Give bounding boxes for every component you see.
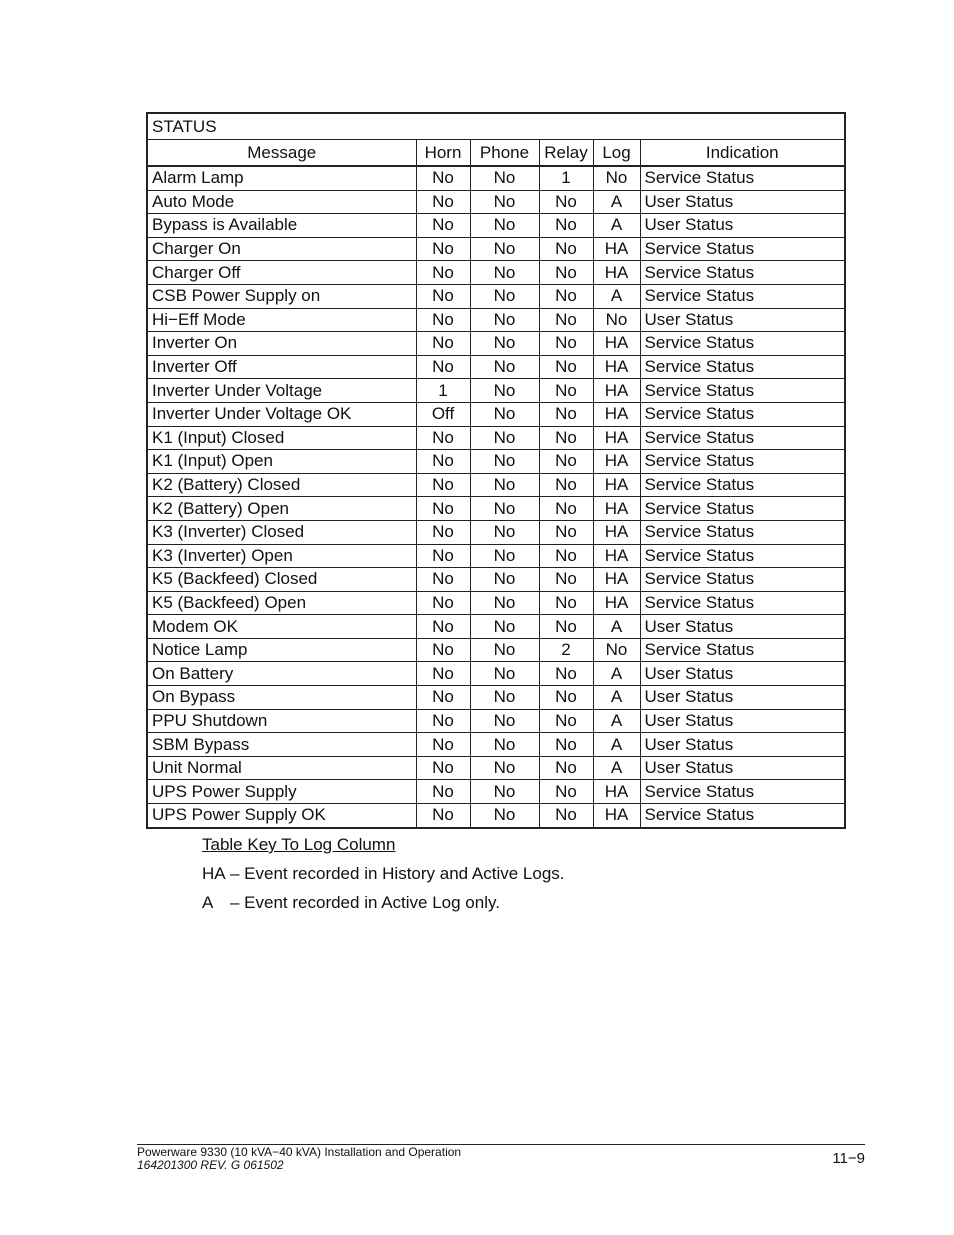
cell-relay: No [539,237,593,261]
cell-relay: No [539,804,593,828]
cell-indication: Service Status [640,497,845,521]
key-abbr-ha: HA [202,864,226,883]
cell-message: Alarm Lamp [147,166,416,190]
cell-horn: No [416,780,470,804]
cell-log: HA [593,780,640,804]
cell-horn: 1 [416,379,470,403]
cell-phone: No [470,733,539,757]
cell-indication: Service Status [640,284,845,308]
cell-phone: No [470,237,539,261]
cell-message: SBM Bypass [147,733,416,757]
cell-relay: No [539,780,593,804]
cell-horn: No [416,686,470,710]
table-header-row [147,140,845,167]
cell-message: CSB Power Supply on [147,284,416,308]
table-row [147,166,845,190]
footer-doc-info [137,1146,461,1172]
cell-message: Bypass is Available [147,214,416,238]
cell-horn: No [416,426,470,450]
cell-message: K3 (Inverter) Closed [147,520,416,544]
cell-log: A [593,709,640,733]
page-number: 11−9 [832,1150,865,1167]
cell-log: HA [593,450,640,474]
cell-phone: No [470,544,539,568]
cell-indication: Service Status [640,379,845,403]
cell-relay: No [539,308,593,332]
cell-horn: No [416,308,470,332]
cell-log: HA [593,426,640,450]
header-indication: Indication [640,140,845,167]
cell-log: HA [593,473,640,497]
cell-phone: No [470,332,539,356]
cell-phone: No [470,190,539,214]
cell-relay: No [539,190,593,214]
cell-horn: No [416,237,470,261]
cell-indication: Service Status [640,402,845,426]
cell-horn: No [416,520,470,544]
cell-message: On Battery [147,662,416,686]
cell-horn: No [416,473,470,497]
cell-message: K1 (Input) Open [147,450,416,474]
cell-log: HA [593,544,640,568]
header-horn: Horn [416,140,470,167]
cell-log: No [593,166,640,190]
cell-message: Auto Mode [147,190,416,214]
table-row [147,261,845,285]
cell-phone: No [470,520,539,544]
cell-message: Hi−Eff Mode [147,308,416,332]
cell-message: K2 (Battery) Closed [147,473,416,497]
key-abbr-a: A [202,893,214,912]
cell-indication: Service Status [640,166,845,190]
cell-phone: No [470,615,539,639]
table-body [147,166,845,828]
cell-indication: Service Status [640,426,845,450]
table-title: STATUS [147,113,845,140]
cell-horn: No [416,638,470,662]
cell-indication: Service Status [640,568,845,592]
table-row [147,190,845,214]
cell-horn: No [416,662,470,686]
cell-indication: Service Status [640,237,845,261]
table-row [147,214,845,238]
cell-log: HA [593,520,640,544]
cell-indication: User Status [640,733,845,757]
cell-log: A [593,190,640,214]
cell-message: Charger On [147,237,416,261]
cell-message: K5 (Backfeed) Open [147,591,416,615]
cell-log: No [593,638,640,662]
cell-log: A [593,214,640,238]
cell-horn: No [416,190,470,214]
table-row [147,332,845,356]
table-row [147,568,845,592]
header-relay: Relay [539,140,593,167]
cell-relay: No [539,450,593,474]
cell-indication: User Status [640,615,845,639]
key-line-a [202,892,565,913]
cell-indication: Service Status [640,804,845,828]
table-row [147,733,845,757]
cell-indication: Service Status [640,355,845,379]
cell-message: Charger Off [147,261,416,285]
cell-phone: No [470,591,539,615]
key-line-ha [202,863,565,884]
header-phone: Phone [470,140,539,167]
cell-phone: No [470,355,539,379]
cell-log: HA [593,355,640,379]
cell-horn: No [416,756,470,780]
table-row [147,473,845,497]
table-row [147,308,845,332]
cell-phone: No [470,780,539,804]
cell-horn: No [416,544,470,568]
table-row [147,756,845,780]
cell-phone: No [470,568,539,592]
cell-log: HA [593,332,640,356]
cell-indication: Service Status [640,473,845,497]
cell-indication: User Status [640,686,845,710]
cell-horn: No [416,709,470,733]
cell-horn: No [416,214,470,238]
cell-message: Inverter Under Voltage OK [147,402,416,426]
cell-relay: No [539,473,593,497]
header-log: Log [593,140,640,167]
cell-message: K5 (Backfeed) Closed [147,568,416,592]
footer-doc-rev: 164201300 REV. G 061502 [137,1158,284,1172]
cell-relay: No [539,756,593,780]
cell-message: K3 (Inverter) Open [147,544,416,568]
cell-relay: No [539,426,593,450]
cell-log: No [593,308,640,332]
cell-phone: No [470,804,539,828]
table-row [147,497,845,521]
cell-relay: No [539,261,593,285]
cell-message: PPU Shutdown [147,709,416,733]
table-row [147,591,845,615]
cell-indication: User Status [640,662,845,686]
cell-phone: No [470,473,539,497]
cell-phone: No [470,450,539,474]
cell-message: Inverter On [147,332,416,356]
cell-relay: No [539,544,593,568]
cell-horn: No [416,591,470,615]
cell-horn: No [416,261,470,285]
cell-message: UPS Power Supply [147,780,416,804]
cell-log: A [593,615,640,639]
cell-indication: User Status [640,190,845,214]
table-row [147,780,845,804]
cell-horn: Off [416,402,470,426]
cell-horn: No [416,450,470,474]
cell-message: Modem OK [147,615,416,639]
cell-horn: No [416,355,470,379]
cell-relay: No [539,591,593,615]
cell-horn: No [416,568,470,592]
table-row [147,544,845,568]
footer-doc-title: Powerware 9330 (10 kVA−40 kVA) Installation and Operation [137,1145,462,1159]
cell-log: A [593,662,640,686]
cell-phone: No [470,497,539,521]
cell-indication: Service Status [640,332,845,356]
cell-log: A [593,733,640,757]
cell-horn: No [416,284,470,308]
cell-message: UPS Power Supply OK [147,804,416,828]
cell-relay: No [539,686,593,710]
header-message: Message [147,140,416,167]
cell-phone: No [470,261,539,285]
status-table [146,112,846,829]
cell-phone: No [470,638,539,662]
cell-relay: No [539,332,593,356]
key-title: Table Key To Log Column [202,835,396,854]
cell-phone: No [470,402,539,426]
cell-log: HA [593,237,640,261]
key-text-a: – Event recorded in Active Log only. [230,893,500,912]
cell-phone: No [470,214,539,238]
cell-relay: No [539,520,593,544]
cell-relay: No [539,497,593,521]
cell-phone: No [470,284,539,308]
cell-phone: No [470,379,539,403]
cell-message: Inverter Off [147,355,416,379]
table-row [147,379,845,403]
cell-indication: Service Status [640,591,845,615]
cell-phone: No [470,426,539,450]
cell-relay: No [539,355,593,379]
cell-log: HA [593,379,640,403]
cell-indication: Service Status [640,450,845,474]
cell-phone: No [470,756,539,780]
cell-horn: No [416,332,470,356]
cell-horn: No [416,166,470,190]
cell-phone: No [470,686,539,710]
cell-indication: Service Status [640,638,845,662]
cell-indication: User Status [640,756,845,780]
cell-message: On Bypass [147,686,416,710]
table-row [147,284,845,308]
cell-log: HA [593,591,640,615]
cell-message: K2 (Battery) Open [147,497,416,521]
log-column-key [202,834,565,921]
cell-phone: No [470,662,539,686]
table-row [147,638,845,662]
cell-log: HA [593,497,640,521]
cell-relay: No [539,214,593,238]
cell-relay: No [539,733,593,757]
cell-log: HA [593,261,640,285]
cell-indication: Service Status [640,544,845,568]
cell-log: A [593,686,640,710]
table-row [147,450,845,474]
cell-message: K1 (Input) Closed [147,426,416,450]
cell-relay: No [539,662,593,686]
cell-relay: No [539,615,593,639]
table-row [147,426,845,450]
cell-relay: 2 [539,638,593,662]
cell-log: A [593,284,640,308]
table-row [147,804,845,828]
table-row [147,615,845,639]
cell-indication: User Status [640,709,845,733]
table-row [147,662,845,686]
cell-indication: User Status [640,308,845,332]
cell-relay: No [539,379,593,403]
table-row [147,686,845,710]
cell-log: HA [593,402,640,426]
key-text-ha: – Event recorded in History and Active Logs. [230,864,565,883]
cell-relay: No [539,284,593,308]
cell-indication: User Status [640,214,845,238]
table-row [147,355,845,379]
cell-message: Notice Lamp [147,638,416,662]
cell-relay: 1 [539,166,593,190]
cell-horn: No [416,804,470,828]
cell-relay: No [539,402,593,426]
cell-horn: No [416,497,470,521]
cell-horn: No [416,733,470,757]
cell-indication: Service Status [640,261,845,285]
cell-phone: No [470,166,539,190]
cell-relay: No [539,709,593,733]
cell-message: Inverter Under Voltage [147,379,416,403]
cell-phone: No [470,709,539,733]
cell-log: A [593,756,640,780]
table-row [147,709,845,733]
table-row [147,402,845,426]
cell-message: Unit Normal [147,756,416,780]
cell-indication: Service Status [640,520,845,544]
cell-relay: No [539,568,593,592]
cell-indication: Service Status [640,780,845,804]
cell-horn: No [416,615,470,639]
cell-phone: No [470,308,539,332]
table-row [147,237,845,261]
cell-log: HA [593,804,640,828]
cell-log: HA [593,568,640,592]
table-row [147,520,845,544]
